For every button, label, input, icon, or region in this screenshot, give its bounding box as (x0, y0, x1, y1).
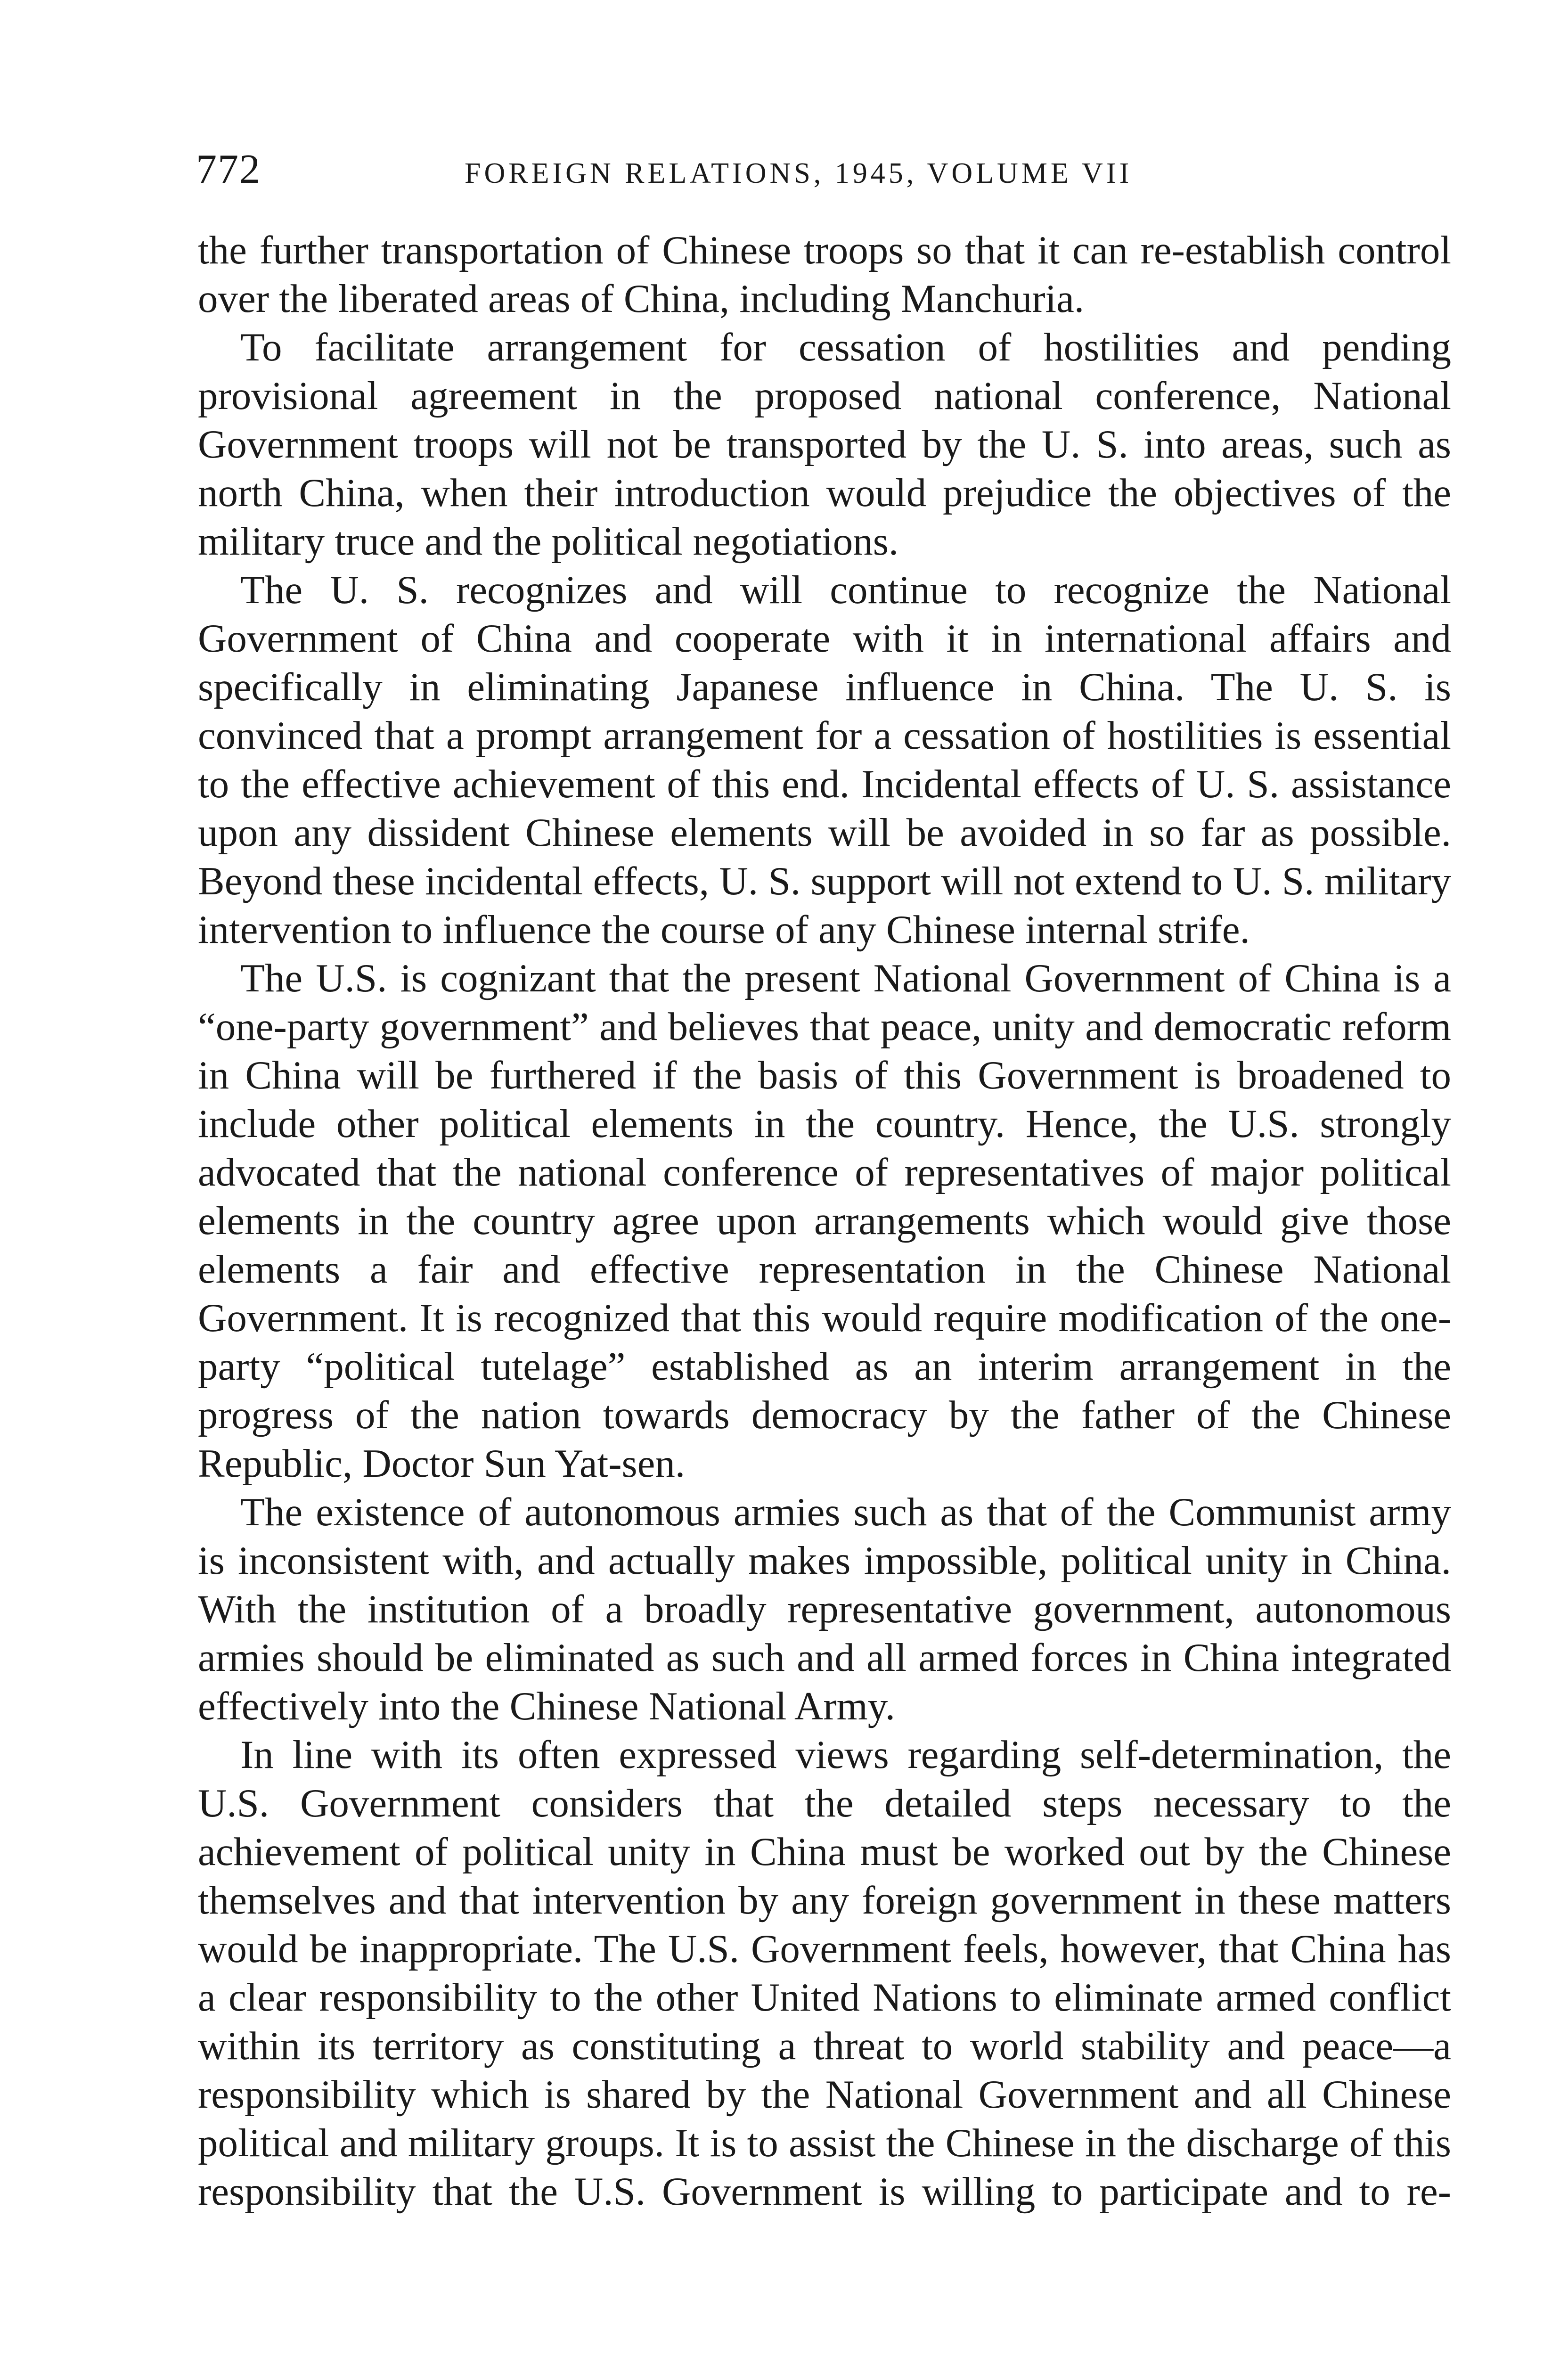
paragraph: The existence of autonomous armies such as that of the Communist army is inconsistent with, and actually makes impossible, political unity in China. With the institution of a broadly representative government, autonomous armies should be eliminated as such and all armed forces in China integrated effectively into the Chinese National Army. (198, 1490, 1451, 1728)
paragraph: The U. S. recognizes and will continue to recognize the National Government of China and cooperate with it in international affairs and specifically in eliminating Japanese influence in China. The U. S. is convinced that a prompt arrangement for a cessation of hostilities is essential to the effective achievement of this end. Incidental effects of U. S. assistance upon any dissident Chinese elements will be avoided in so far as possible. Beyond these incidental effects, U. S. support will not extend to U. S. military intervention to influence the course of any Chinese internal strife. (198, 568, 1451, 952)
body-text (198, 226, 1451, 2216)
running-head: FOREIGN RELATIONS, 1945, VOLUME VII (465, 157, 1133, 189)
paragraph: In line with its often expressed views regarding self-determination, the U.S. Government considers that the detailed steps necessary to the achievement of political unity in China must be worked out by the Chinese themselves and that intervention by any foreign government in these matters would be inappropriate. The U.S. Government feels, however, that China has a clear responsibility to the other United Nations to eliminate armed conflict within its territory as constituting a threat to world stability and peace—a responsibility which is shared by the National Government and all Chinese political and military groups. It is to assist the Chinese in the discharge of this responsibility that the U.S. Government is willing to participate and to re- (198, 1733, 1451, 2214)
page-header (196, 141, 1449, 198)
page-number: 772 (196, 147, 261, 192)
paragraph: To facilitate arrangement for cessation of hostilities and pending provisional agreement in the proposed national conference, National Government troops will not be transported by the U. S. into areas, such as north China, when their introduction would prejudice the objectives of the military truce and the political negotiations. (198, 325, 1451, 564)
paragraph: The U.S. is cognizant that the present National Government of China is a “one-party government” and believes that peace, unity and democratic reform in China will be furthered if the basis of this Government is broadened to include other political elements in the country. Hence, the U.S. strongly advocated that the national conference of representatives of major political elements in the country agree upon arrangements which would give those elements a fair and effective representation in the Chinese National Government. It is recognized that this would require modification of the one-party “political tutelage” established as an interim arrangement in the progress of the nation towards democracy by the father of the Chinese Republic, Doctor Sun Yat-sen. (198, 956, 1451, 1486)
paragraph: the further transportation of Chinese troops so that it can re-establish control over the liberated areas of China, including Manchuria. (198, 228, 1451, 321)
